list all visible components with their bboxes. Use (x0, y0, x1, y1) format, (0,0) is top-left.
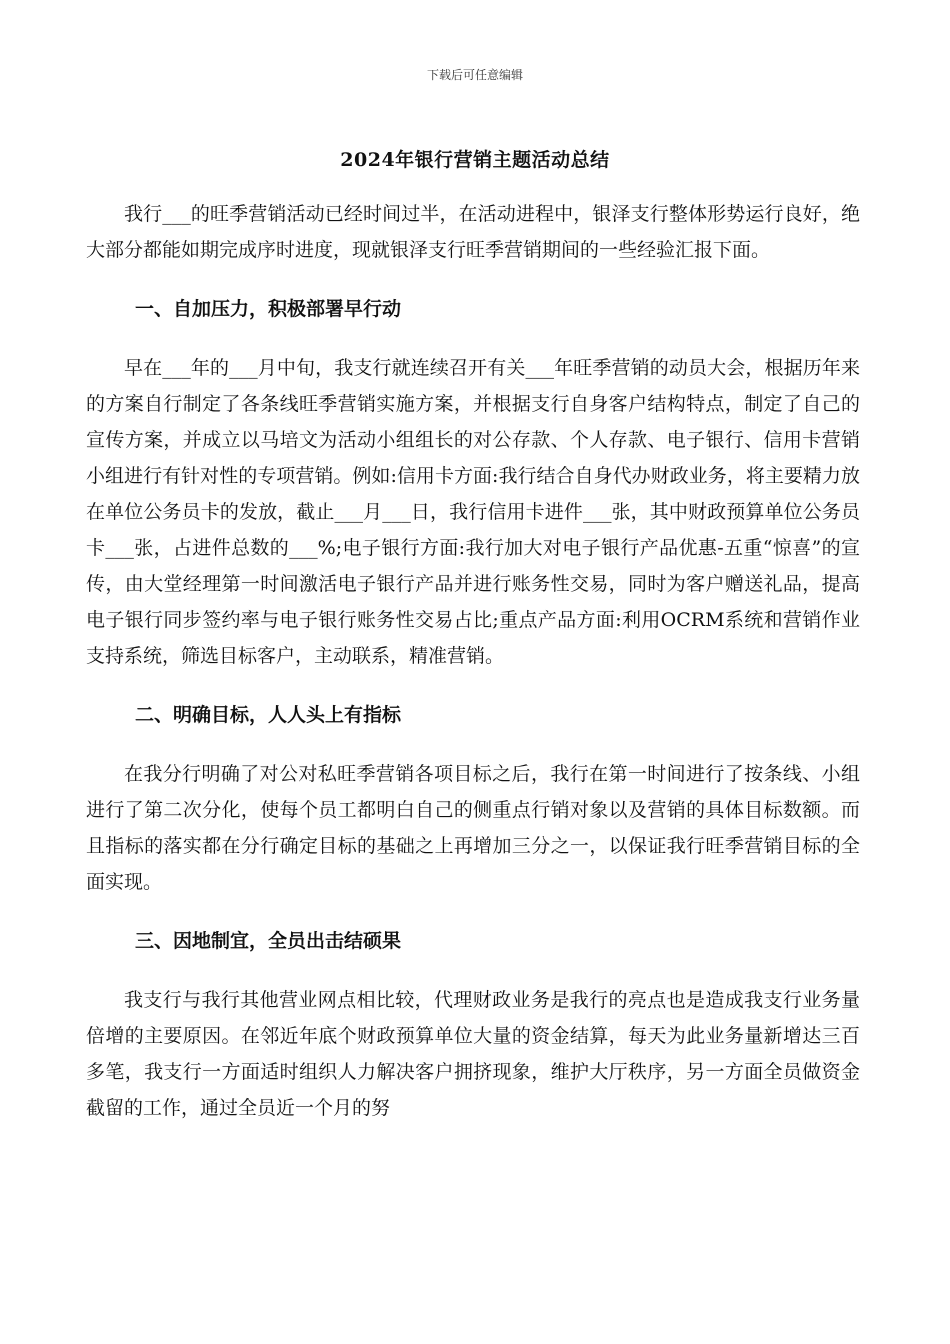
section-3-body: 我支行与我行其他营业网点相比较，代理财政业务是我行的亮点也是造成我支行业务量倍增的主要原因。在邻近年底个财政预算单位大量的资金结算，每天为此业务量新增达三百多笔，我支行一方面适时组织人力解决客户拥挤现象，维护大厅秩序，另一方面全员做资金截留的工作，通过全员近一个月的努 (86, 989, 860, 1119)
section-2-heading: 二、明确目标，人人头上有指标 (135, 704, 402, 726)
document-title: 2024年银行营销主题活动总结 (340, 149, 610, 171)
intro-paragraph: 我行___的旺季营销活动已经时间过半，在活动进程中，银泽支行整体形势运行良好，绝大部分都能如期完成序时进度，现就银泽支行旺季营销期间的一些经验汇报下面。 (86, 203, 860, 261)
section-1-heading: 一、自加压力，积极部署早行动 (135, 298, 402, 320)
section-3-heading: 三、因地制宜，全员出击结硕果 (135, 930, 402, 952)
section-1-body: 早在___年的___月中旬，我支行就连续召开有关___年旺季营销的动员大会，根据历年来的方案自行制定了各条线旺季营销实施方案，并根据支行自身客户结构特点，制定了自己的宣传方案，并成立以马培文为活动小组组长的对公存款、个人存款、电子银行、信用卡营销小组进行有针对性的专项营销。例如:信用卡方面:我行结合自身代办财政业务，将主要精力放在单位公务员卡的发放，截止___月___日，我行信用卡进件___张，其中财政预算单位公务员卡___张，占进件总数的___%;电子银行方面:我行加大对电子银行产品优惠-五重“惊喜”的宣传，由大堂经理第一时间激活电子银行产品并进行账务性交易，同时为客户赠送礼品，提高电子银行同步签约率与电子银行账务性交易占比;重点产品方面:利用OCRM系统和营销作业支持系统，筛选目标客户，主动联系，精准营销。 (86, 357, 860, 667)
section-2-body: 在我分行明确了对公对私旺季营销各项目标之后，我行在第一时间进行了按条线、小组进行了第二次分化，使每个员工都明白自己的侧重点行销对象以及营销的具体目标数额。而且指标的落实都在分行确定目标的基础之上再增加三分之一，以保证我行旺季营销目标的全面实现。 (86, 763, 860, 893)
document-body (86, 196, 860, 1126)
header-note: 下载后可任意编辑 (426, 68, 523, 82)
